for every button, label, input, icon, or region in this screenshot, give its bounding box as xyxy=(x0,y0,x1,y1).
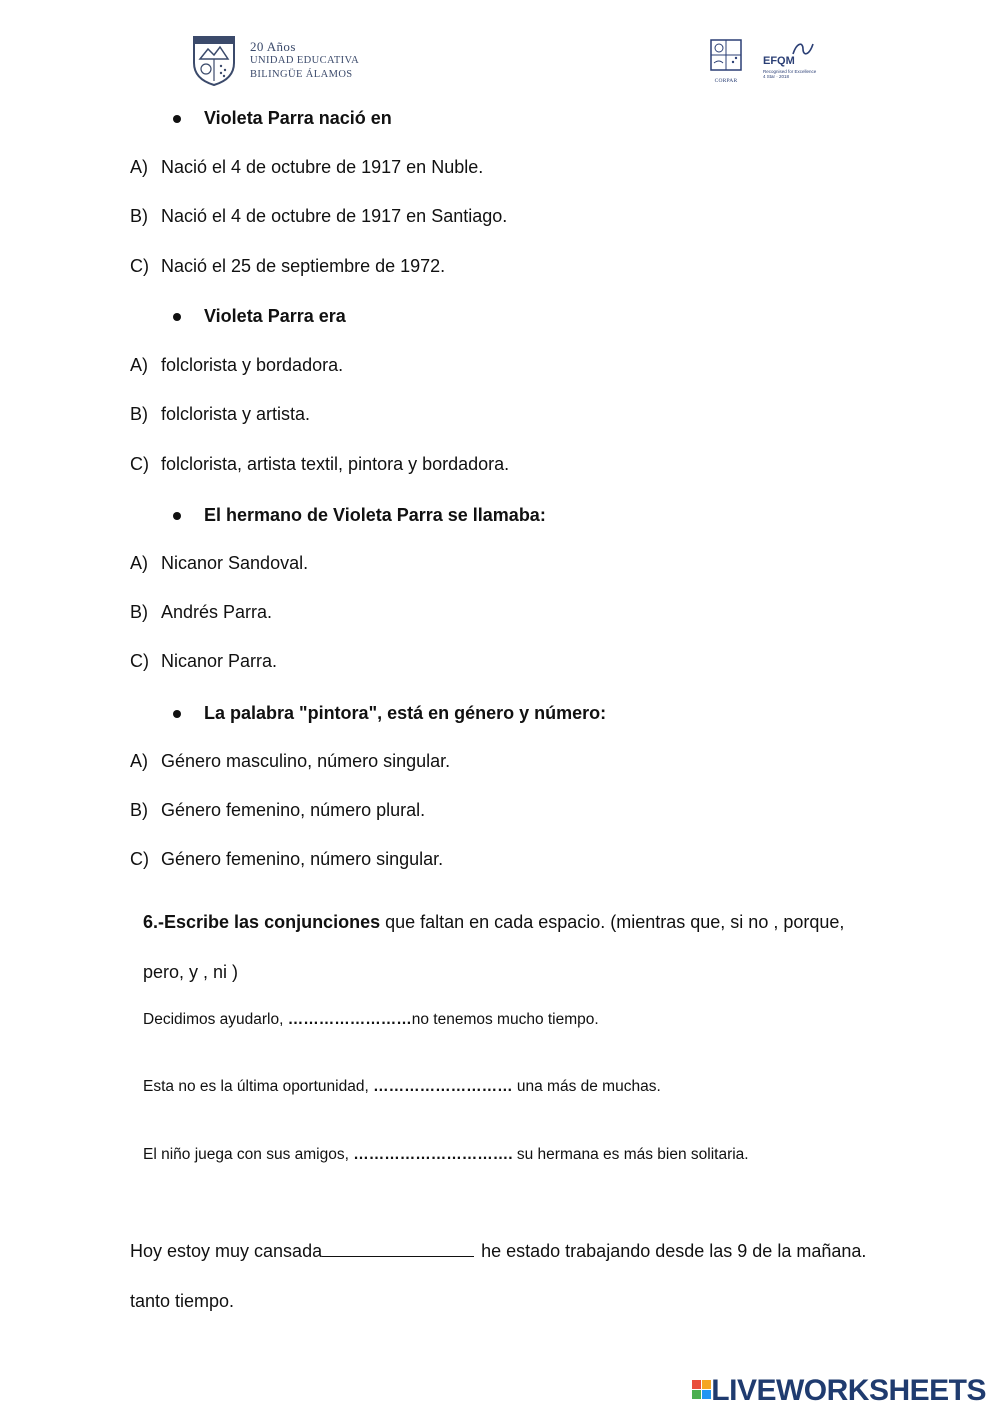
question-2-option-b[interactable] xyxy=(130,404,310,425)
efqm-logo xyxy=(763,40,823,84)
question-2 xyxy=(204,306,346,327)
option-text: folclorista y bordadora. xyxy=(161,355,344,375)
school-crest xyxy=(190,33,238,87)
option-letter: B) xyxy=(130,206,148,226)
bullet-icon xyxy=(173,115,181,123)
bullet-icon xyxy=(173,512,181,520)
exercise-3-blank[interactable]: …………………………. xyxy=(353,1146,517,1163)
option-letter: B) xyxy=(130,404,148,424)
exercise-2 xyxy=(143,1078,661,1096)
exercise-2-before: Esta no es la última oportunidad, xyxy=(143,1078,374,1095)
final-sentence xyxy=(130,1240,866,1262)
option-letter: C) xyxy=(130,651,149,671)
final-sentence-before: Hoy estoy muy cansada xyxy=(130,1241,323,1261)
school-line-1: 20 Años xyxy=(250,39,296,54)
bullet-icon xyxy=(173,313,181,321)
option-text: Andrés Parra. xyxy=(161,602,273,622)
exercise-3-after: su hermana es más bien solitaria. xyxy=(516,1146,749,1163)
section-6-heading-rest: que faltan en cada espacio. (mientras que, si no , porque, xyxy=(380,912,845,932)
question-1-prompt: Violeta Parra nació en xyxy=(204,108,392,128)
school-name xyxy=(250,40,359,82)
question-4 xyxy=(204,703,606,724)
option-text: Nicanor Parra. xyxy=(161,651,278,671)
question-3-option-c[interactable] xyxy=(130,651,277,672)
option-text: Nació el 4 de octubre de 1917 en Nuble. xyxy=(161,157,484,177)
question-1-option-c[interactable] xyxy=(130,256,445,277)
question-2-option-a[interactable] xyxy=(130,355,343,376)
exercise-2-after: una más de muchas. xyxy=(512,1078,661,1095)
final-sentence-line-2: tanto tiempo. xyxy=(130,1291,235,1311)
option-text: folclorista, artista textil, pintora y bordadora. xyxy=(161,454,510,474)
option-letter: B) xyxy=(130,602,148,622)
exercise-1-blank[interactable]: …………………… xyxy=(287,1011,412,1028)
efqm-sub-2: 4 Star · 2018 xyxy=(763,74,790,79)
question-3 xyxy=(204,505,546,526)
option-text: Nicanor Sandoval. xyxy=(161,553,309,573)
liveworksheets-logo-icon xyxy=(692,1380,712,1402)
option-text: folclorista y artista. xyxy=(161,404,311,424)
exercise-1-before: Decidimos ayudarlo, xyxy=(143,1011,288,1028)
final-sentence-blank[interactable] xyxy=(322,1240,474,1257)
question-1-option-b[interactable] xyxy=(130,206,507,227)
option-letter: A) xyxy=(130,355,148,375)
question-2-option-c[interactable] xyxy=(130,454,509,475)
exercise-3-before: El niño juega con sus amigos, xyxy=(143,1146,354,1163)
option-letter: C) xyxy=(130,256,149,276)
section-6-heading xyxy=(143,912,858,933)
question-4-option-a[interactable] xyxy=(130,751,450,772)
final-sentence-after: he estado trabajando desde las 9 de la mañana. xyxy=(476,1241,867,1261)
exercise-3 xyxy=(143,1146,749,1164)
exercise-2-blank[interactable]: ……………………… xyxy=(373,1078,513,1095)
section-6-heading-bold: 6.-Escribe las conjunciones xyxy=(143,912,381,932)
corpar-logo xyxy=(709,38,743,86)
option-letter: A) xyxy=(130,751,148,771)
corpar-label: CORPAR xyxy=(714,78,738,84)
exercise-1 xyxy=(143,1011,599,1029)
option-text: Nació el 25 de septiembre de 1972. xyxy=(161,256,446,276)
question-3-option-a[interactable] xyxy=(130,553,308,574)
liveworksheets-watermark: LIVEWORKSHEETS xyxy=(711,1374,986,1407)
question-4-option-c[interactable] xyxy=(130,849,443,870)
question-3-option-b[interactable] xyxy=(130,602,272,623)
option-letter: A) xyxy=(130,553,148,573)
bullet-icon xyxy=(173,710,181,718)
exercise-1-after: no tenemos mucho tiempo. xyxy=(411,1011,599,1028)
question-2-prompt: Violeta Parra era xyxy=(204,306,346,326)
option-text: Nació el 4 de octubre de 1917 en Santiago. xyxy=(161,206,508,226)
efqm-label: EFQM xyxy=(763,55,795,67)
question-3-prompt: El hermano de Violeta Parra se llamaba: xyxy=(204,505,546,525)
option-text: Género femenino, número plural. xyxy=(161,800,426,820)
question-1 xyxy=(204,108,392,129)
option-letter: A) xyxy=(130,157,148,177)
question-1-option-a[interactable] xyxy=(130,157,483,178)
efqm-sub-1: Recognised for Excellence xyxy=(763,69,817,74)
option-text: Género femenino, número singular. xyxy=(161,849,444,869)
option-letter: C) xyxy=(130,849,149,869)
option-letter: B) xyxy=(130,800,148,820)
question-4-option-b[interactable] xyxy=(130,800,425,821)
school-line-3: BILINGÜE ÁLAMOS xyxy=(250,69,353,80)
section-6-word-bank: pero, y , ni ) xyxy=(143,962,239,982)
school-line-2: UNIDAD EDUCATIVA xyxy=(250,55,360,66)
question-4-prompt: La palabra "pintora", está en género y número: xyxy=(204,703,607,723)
option-text: Género masculino, número singular. xyxy=(161,751,451,771)
option-letter: C) xyxy=(130,454,149,474)
